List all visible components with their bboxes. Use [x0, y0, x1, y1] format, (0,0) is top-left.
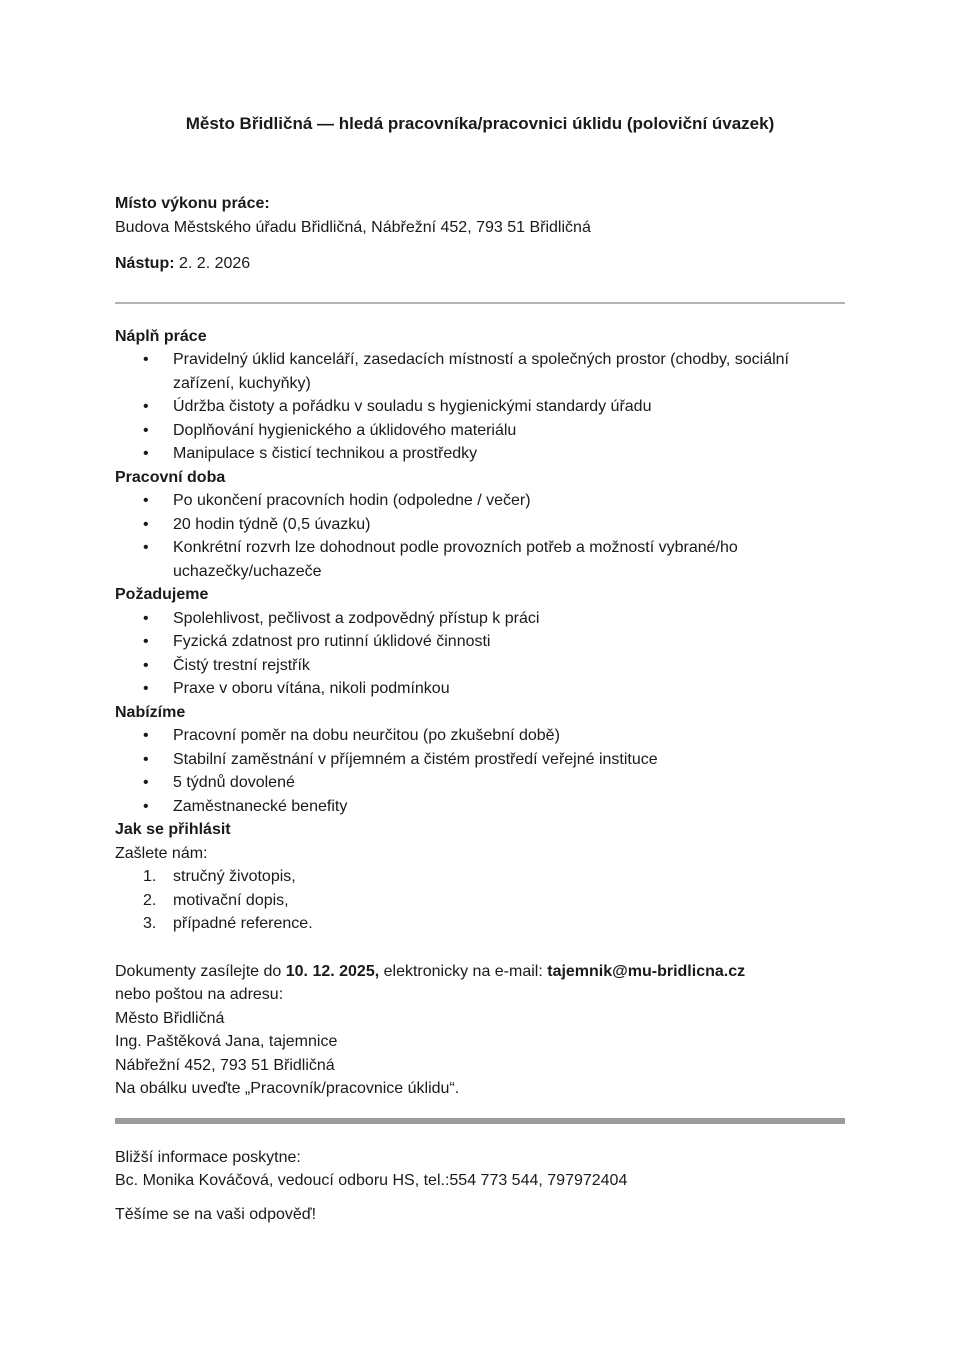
workplace-paragraph: [115, 192, 845, 239]
list-number: 3.: [143, 915, 157, 932]
thin-divider: [115, 302, 845, 304]
workplace-label: Místo výkonu práce:: [115, 195, 270, 212]
start-date-value: 2. 2. 2026: [179, 255, 251, 272]
numbered-item: [115, 912, 845, 936]
section-heading: Jak se přihlásit: [115, 821, 231, 838]
section-heading: Požadujeme: [115, 586, 209, 603]
bullet-text: Čistý trestní rejstřík: [173, 656, 310, 674]
bullet-text: Po ukončení pracovních hodin (odpoledne / večer): [173, 492, 531, 509]
bullet-text: Stabilní zaměstnání v příjemném a čistém prostředí veřejné instituce: [173, 750, 658, 768]
postal-contact-line: Ing. Paštěková Jana, tajemnice: [115, 1033, 338, 1050]
bullet-item: [115, 724, 845, 748]
bullet-text: Doplňování hygienického a úklidového materiálu: [173, 421, 517, 439]
bullet-icon: •: [143, 421, 149, 439]
bullet-icon: •: [143, 656, 149, 674]
footer-block: [115, 1146, 845, 1227]
bullet-item: [115, 348, 845, 395]
numbered-item: [115, 865, 845, 889]
section-requirements: [115, 583, 845, 701]
submission-mid-text: elektronicky na e-mail:: [379, 962, 548, 980]
postal-city-line: Město Břidličná: [115, 1009, 225, 1027]
submission-deadline-line: [115, 960, 845, 984]
bullet-item: [115, 654, 845, 678]
start-date-label: Nástup:: [115, 255, 175, 272]
section-heading: Náplň práce: [115, 327, 207, 345]
document-body: [115, 192, 845, 1226]
numbered-item: [115, 889, 845, 913]
numbered-item-text: motivační dopis,: [173, 891, 289, 909]
bullet-text: 20 hodin týdně (0,5 úvazku): [173, 515, 371, 533]
bullet-icon: •: [143, 609, 149, 627]
bullet-item: [115, 489, 845, 513]
bullet-item: [115, 395, 845, 419]
bullet-text: Spolehlivost, pečlivost a zodpovědný přístup k práci: [173, 609, 540, 627]
section-heading: Pracovní doba: [115, 468, 226, 486]
more-info-contact: Bc. Monika Kováčová, vedoucí odboru HS, tel.:554 773 544, 797972404: [115, 1172, 628, 1189]
bullet-item: [115, 607, 845, 631]
bullet-icon: •: [143, 351, 149, 368]
bullet-item: [115, 630, 845, 654]
bullet-text: Zaměstnanecké benefity: [173, 797, 348, 815]
section-we-offer: [115, 701, 845, 819]
thick-divider: [115, 1118, 845, 1124]
bullet-text: Manipulace s čisticí technikou a prostředky: [173, 445, 478, 462]
bullet-item: [115, 771, 845, 795]
bullet-text: Údržba čistoty a pořádku v souladu s hygienickými standardy úřadu: [173, 398, 652, 415]
section-working-hours: [115, 466, 845, 584]
postal-address-line: Nábřežní 452, 793 51 Břidličná: [115, 1056, 335, 1074]
bullet-item: [115, 748, 845, 772]
bullet-text: Konkrétní rozvrh lze dohodnout podle provozních potřeb a možností vybrané/ho uchazečky/uchazeče: [173, 539, 738, 580]
numbered-item-text: stručný životopis,: [173, 868, 296, 885]
bullet-item: [115, 442, 845, 466]
bullet-item: [115, 677, 845, 701]
apply-list: [115, 865, 845, 936]
bullet-text: 5 týdnů dovolené: [173, 774, 295, 791]
bullet-icon: •: [143, 727, 149, 744]
bullet-text: Praxe v oboru vítána, nikoli podmínkou: [173, 680, 450, 697]
bullet-item: [115, 513, 845, 537]
submission-pre-text: Dokumenty zasílejte do: [115, 962, 286, 980]
closing-line: Těšíme se na vaši odpověď!: [115, 1205, 317, 1223]
contact-email: tajemnik@mu-bridlicna.cz: [547, 962, 746, 980]
list-number: 1.: [143, 868, 157, 885]
bullet-item: [115, 536, 845, 583]
bullet-icon: •: [143, 492, 149, 509]
bullet-icon: •: [143, 633, 149, 650]
envelope-note-line: Na obálku uveďte „Pracovník/pracovnice úklidu“.: [115, 1080, 460, 1097]
start-date-paragraph: [115, 252, 845, 276]
sections-block: [115, 325, 845, 936]
bullet-text: Pravidelný úklid kanceláří, zasedacích místností a společných prostor (chodby, sociální zařízení, kuchyňky): [173, 351, 789, 392]
bullet-icon: •: [143, 539, 149, 556]
postal-intro-line: nebo poštou na adresu:: [115, 986, 284, 1003]
bullet-item: [115, 419, 845, 443]
bullet-icon: •: [143, 398, 149, 415]
more-info-label: Bližší informace poskytne:: [115, 1148, 301, 1166]
section-how-to-apply: [115, 818, 845, 936]
submission-block: [115, 960, 845, 1101]
bullet-icon: •: [143, 797, 149, 815]
section-heading: Nabízíme: [115, 703, 186, 721]
list-number: 2.: [143, 891, 157, 909]
bullet-icon: •: [143, 445, 149, 462]
apply-intro: Zašlete nám:: [115, 844, 208, 862]
bullet-icon: •: [143, 774, 149, 791]
document-title: Město Břidličná — hledá pracovníka/pracovnici úklidu (poloviční úvazek): [185, 114, 775, 133]
section-job-duties: [115, 325, 845, 466]
deadline-date: 10. 12. 2025,: [285, 962, 380, 980]
bullet-text: Fyzická zdatnost pro rutinní úklidové činnosti: [173, 633, 491, 650]
bullet-text: Pracovní poměr na dobu neurčitou (po zkušební době): [173, 727, 560, 744]
bullet-icon: •: [143, 750, 149, 768]
workplace-value: Budova Městského úřadu Břidličná, Nábřežní 452, 793 51 Břidličná: [115, 218, 591, 236]
numbered-item-text: případné reference.: [173, 915, 313, 932]
bullet-item: [115, 795, 845, 819]
bullet-icon: •: [143, 515, 149, 533]
bullet-icon: •: [143, 680, 149, 697]
